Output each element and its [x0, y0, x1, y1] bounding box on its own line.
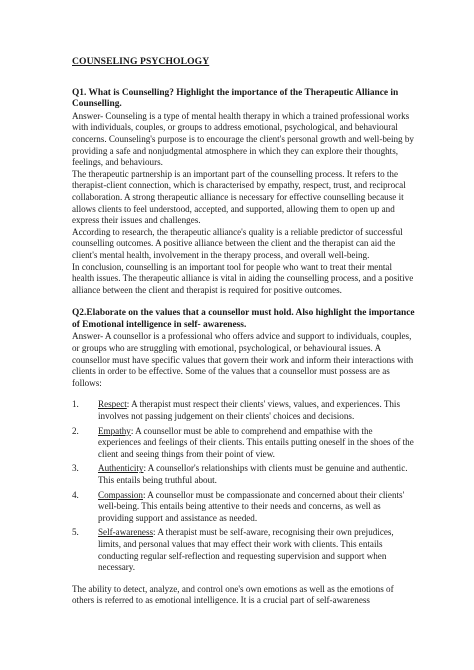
list-item: [72, 399, 416, 422]
value-description: : A therapist must be self-aware, recognising their own prejudices, limits, and personal values that may effect their work with clients. This entails conducting regular self-reflection and requesting supervision and support when necessary.: [98, 527, 394, 573]
value-term: Compassion: [98, 489, 143, 500]
value-term: Authenticity: [98, 463, 144, 474]
value-description: : A therapist must respect their clients' views, values, and experiences. This involves not passing judgement on their clients' choices and decisions.: [98, 399, 400, 422]
list-number: 2.: [72, 425, 79, 436]
values-list: [72, 399, 416, 573]
q2-intro: Answer- A counsellor is a professional who offers advice and support to individuals, couples, or groups who are struggling with emotional, psychological, or behavioural issues. A counsellor must have specific values that govern their work and inform their interactions with clients in order to be effective. Some of the values that a counsellor must possess are as follows:: [72, 331, 414, 388]
list-item: [72, 426, 416, 461]
q1-paragraph: In conclusion, counselling is an important tool for people who want to treat their mental health issues. The therapeutic alliance is vital in aiding the counselling process, and a positive alliance between the client and therapist is required for positive outcomes.: [72, 261, 414, 295]
list-number: 4.: [72, 489, 79, 500]
value-description: : A counsellor's relationships with clients must be genuine and authentic. This entails being truthful about.: [98, 463, 408, 485]
value-term: Empathy: [98, 425, 131, 436]
value-term: Respect: [98, 399, 127, 410]
question-1-heading: Q1. What is Counselling? Highlight the importance of the Therapeutic Alliance in Counselling.: [72, 87, 399, 110]
value-description: : A counsellor must be compassionate and concerned about their clients' well-being. This entails being attentive to their needs and concerns, as well as providing support and assistance as needed.: [98, 489, 405, 523]
q2-closing-paragraph: The ability to detect, analyze, and control one's own emotions as well as the emotions of others is referred to as emotional intelligence. It is a crucial part of self-awareness: [72, 583, 394, 606]
list-item: [72, 527, 416, 573]
list-item: [72, 490, 416, 525]
list-item: [72, 463, 416, 486]
q1-paragraph: Answer- Counseling is a type of mental health therapy in which a trained professional works with individuals, couples, or groups to address emotional, psychological, and behavioural concerns. Counseling's purpose is to encourage the client's personal growth and well-being by providing a safe and nonjudgmental atmosphere in which they can explore their thoughts, feelings, and behaviours.: [72, 110, 414, 168]
value-term: Self-awareness: [98, 527, 154, 538]
q1-paragraph: The therapeutic partnership is an important part of the counselling process. It refers to the therapist-client connection, which is characterised by empathy, respect, trust, and reciprocal collaboration. A strong therapeutic alliance is necessary for effective counselling because it allows clients to feel understood, accepted, and supported, allowing them to open up and express their issues and challenges.: [72, 168, 406, 226]
list-number: 3.: [72, 463, 79, 474]
list-number: 5.: [72, 527, 79, 538]
value-description: : A counsellor must be able to comprehend and empathise with the experiences and feelings of their clients. This entails putting oneself in the shoes of the client and seeing things from their point of view.: [98, 425, 414, 459]
q1-paragraph: According to research, the therapeutic alliance's quality is a reliable predictor of successful counselling outcomes. A positive alliance between the client and the therapist can aid the client's mental health, involvement in the therapy process, and overall well-being.: [72, 226, 403, 260]
document-title: COUNSELING PSYCHOLOGY: [72, 56, 210, 67]
list-number: 1.: [72, 399, 79, 410]
question-2-heading: Q2.Elaborate on the values that a counsellor must hold. Also highlight the importance of Emotional intelligence in self- awareness.: [72, 308, 415, 330]
